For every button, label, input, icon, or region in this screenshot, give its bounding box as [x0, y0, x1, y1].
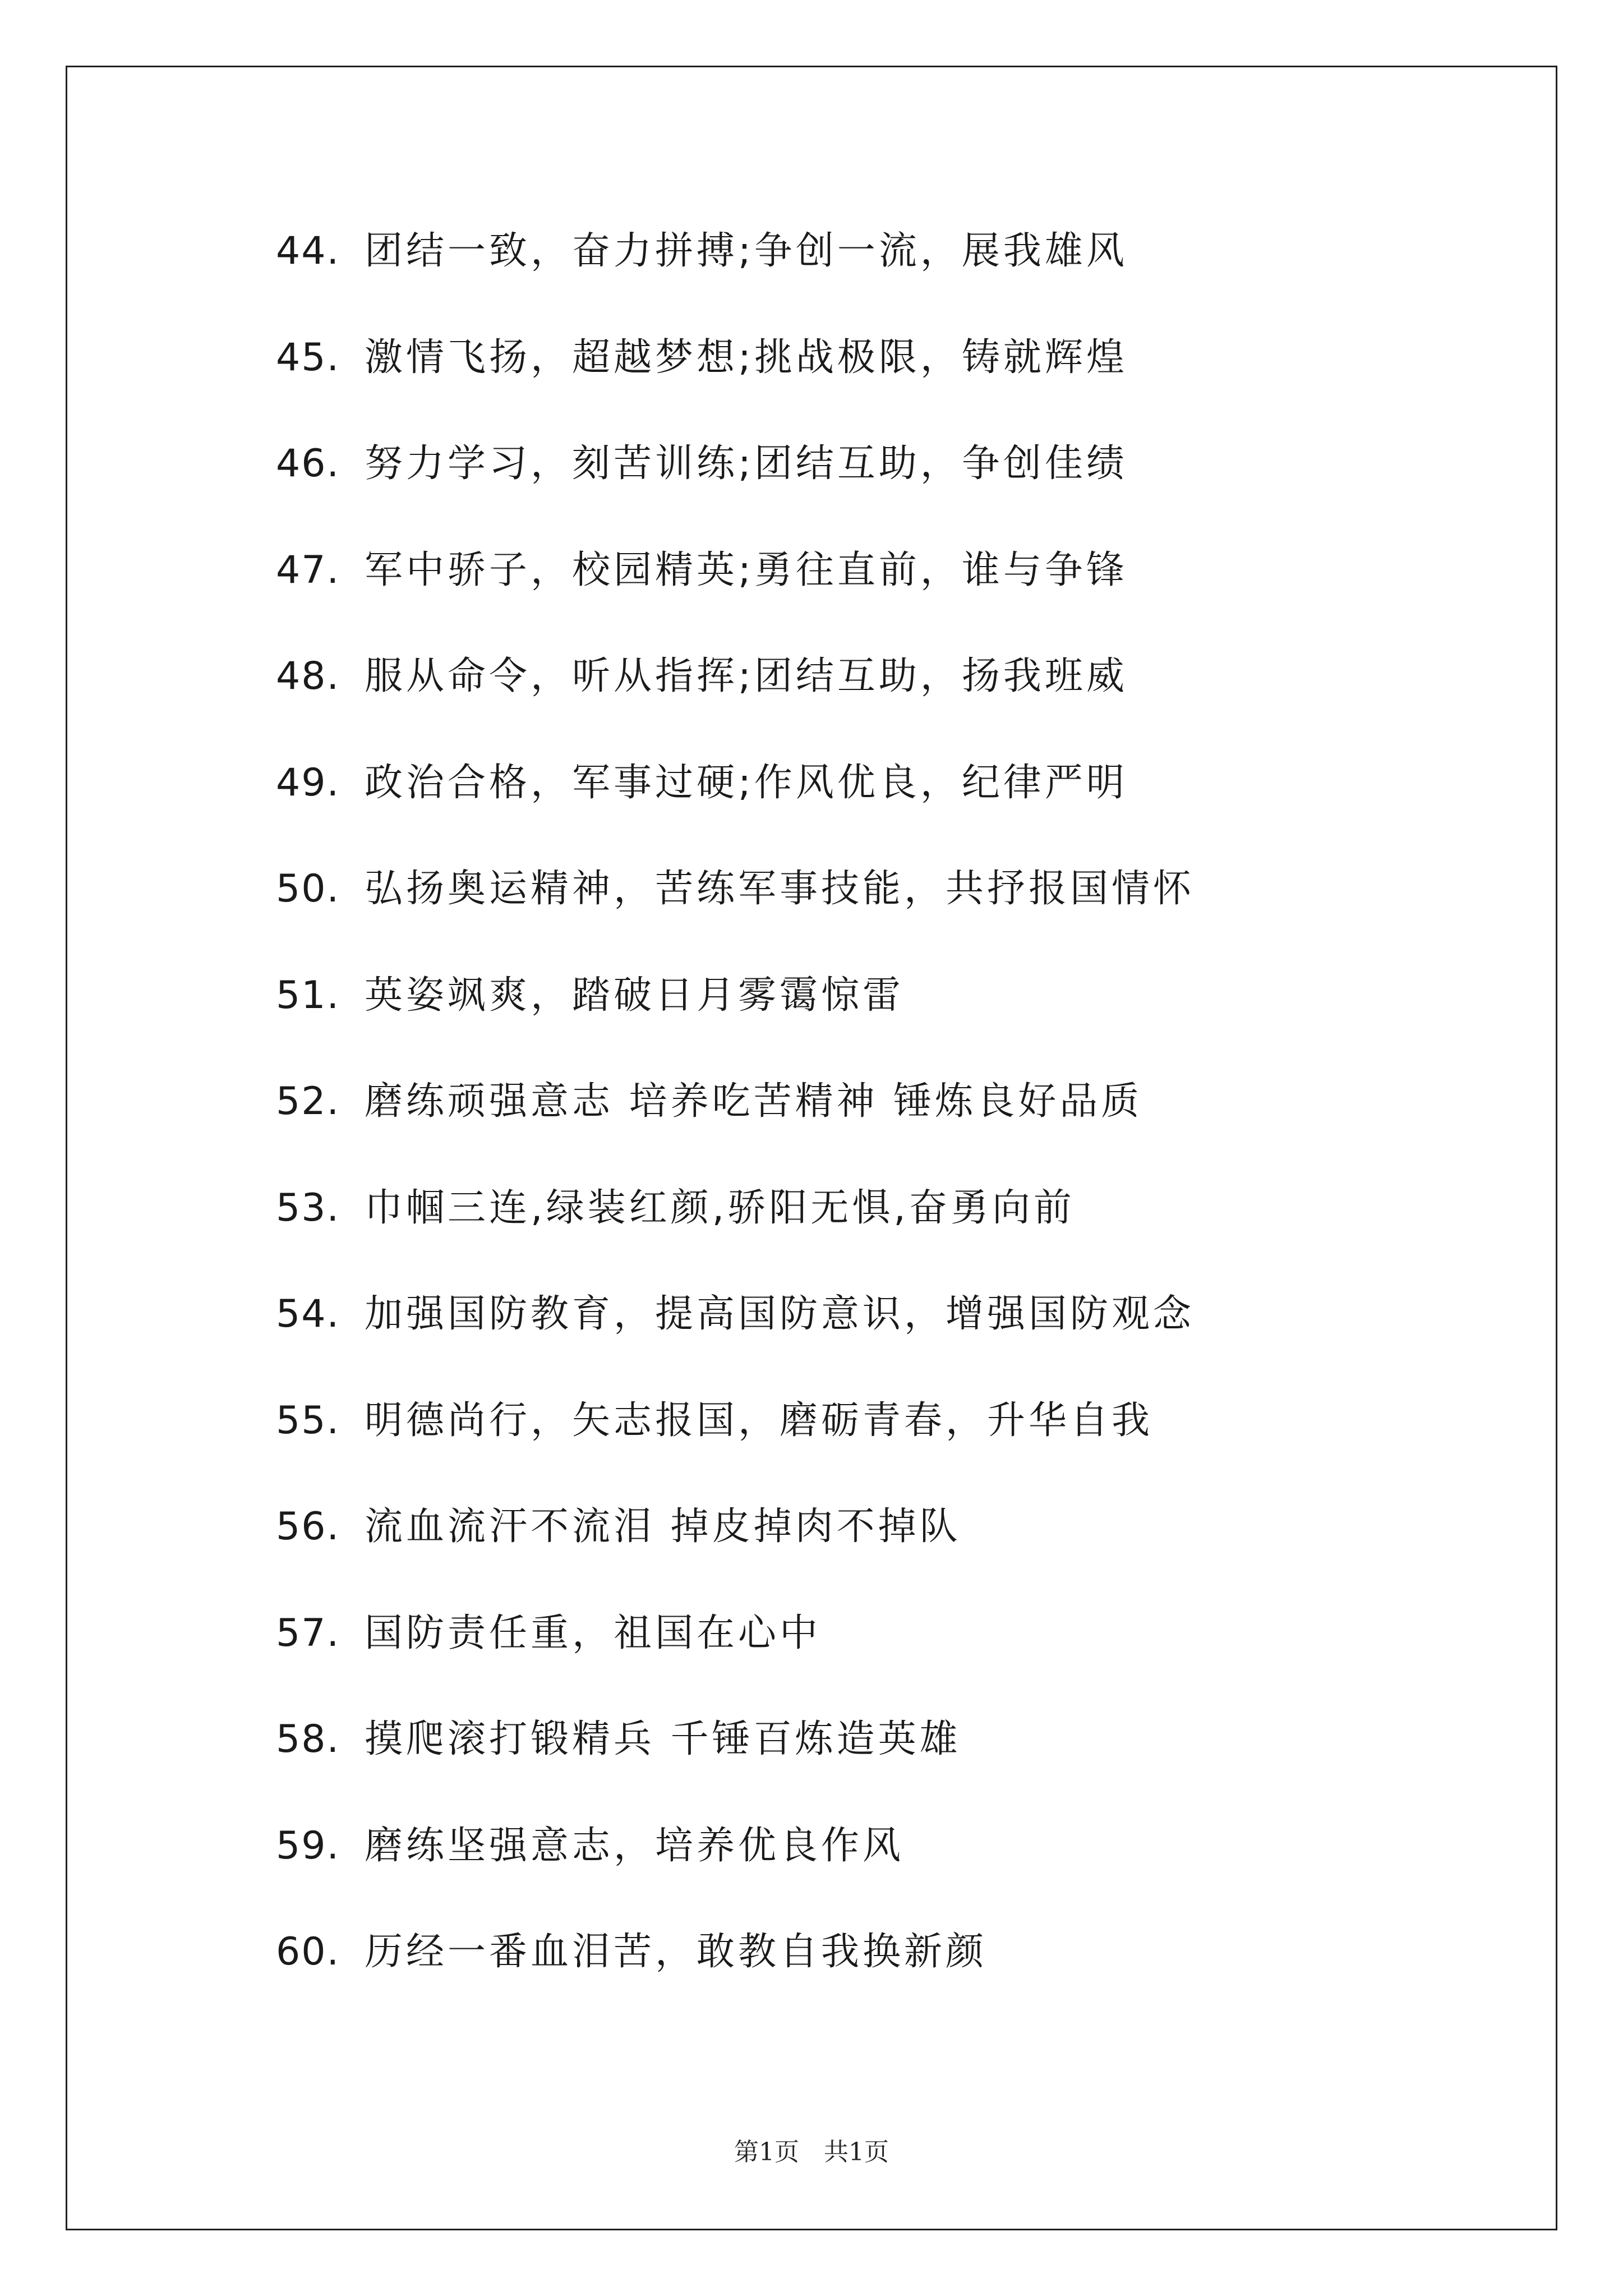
item-text: 流血流汗不流泪 掉皮掉肉不掉队: [365, 1504, 961, 1549]
item-number: 53.: [276, 1186, 340, 1230]
item-text: 英姿飒爽，踏破日月雾霭惊雷: [365, 973, 905, 1018]
list-item: [276, 537, 1128, 604]
list-item: [276, 430, 1128, 498]
item-text: 磨练坚强意志，培养优良作风: [365, 1824, 905, 1868]
item-number: 44.: [276, 229, 340, 273]
item-text: 服从命令，听从指挥;团结互助，扬我班威: [365, 654, 1128, 698]
item-number: 49.: [276, 761, 340, 805]
item-number: 50.: [276, 867, 340, 911]
item-text: 弘扬奥运精神，苦练军事技能，共抒报国情怀: [365, 867, 1195, 911]
list-item: [276, 1600, 821, 1667]
item-text: 历经一番血泪苦，敢教自我换新颜: [365, 1930, 988, 1974]
item-number: 60.: [276, 1930, 340, 1974]
list-item: [276, 855, 1195, 923]
item-number: 59.: [276, 1824, 340, 1868]
list-item: [276, 1706, 961, 1773]
item-number: 58.: [276, 1717, 340, 1761]
item-number: 54.: [276, 1292, 340, 1336]
list-item: [276, 643, 1128, 710]
page-footer: 第1页 共1页: [734, 2138, 889, 2166]
item-text: 军中骄子，校园精英;勇往直前，谁与争锋: [365, 548, 1128, 592]
list-item: [276, 324, 1128, 392]
item-text: 团结一致，奋力拼搏;争创一流，展我雄风: [365, 229, 1128, 273]
item-text: 努力学习，刻苦训练;团结互助，争创佳绩: [365, 441, 1128, 486]
item-number: 52.: [276, 1079, 340, 1124]
item-number: 57.: [276, 1611, 340, 1655]
item-number: 56.: [276, 1504, 340, 1549]
item-text: 国防责任重，祖国在心中: [365, 1611, 822, 1655]
item-number: 55.: [276, 1398, 340, 1443]
list-item: [276, 749, 1128, 817]
list-item: [276, 962, 904, 1029]
item-number: 45.: [276, 335, 340, 380]
item-text: 明德尚行，矢志报国，磨砺青春，升华自我: [365, 1398, 1154, 1443]
item-text: 摸爬滚打锻精兵 千锤百炼造英雄: [365, 1717, 961, 1761]
list-item: [276, 1068, 1142, 1135]
item-text: 巾帼三连,绿装红颜,骄阳无惧,奋勇向前: [365, 1186, 1075, 1230]
item-text: 政治合格，军事过硬;作风优良，纪律严明: [365, 761, 1128, 805]
item-text: 磨练顽强意志 培养吃苦精神 锤炼良好品质: [365, 1079, 1143, 1124]
list-item: [276, 1812, 904, 1880]
list-item: [276, 1493, 961, 1561]
list-item: [276, 1281, 1195, 1348]
item-number: 48.: [276, 654, 340, 698]
item-text: 激情飞扬，超越梦想;挑战极限，铸就辉煌: [365, 335, 1128, 380]
list-item: [276, 218, 1128, 285]
list-item: [276, 1175, 1075, 1242]
list-item: [276, 1918, 987, 1986]
item-number: 47.: [276, 548, 340, 592]
item-text: 加强国防教育，提高国防意识，增强国防观念: [365, 1292, 1195, 1336]
list-item: [276, 1387, 1153, 1455]
item-number: 46.: [276, 441, 340, 486]
item-number: 51.: [276, 973, 340, 1018]
